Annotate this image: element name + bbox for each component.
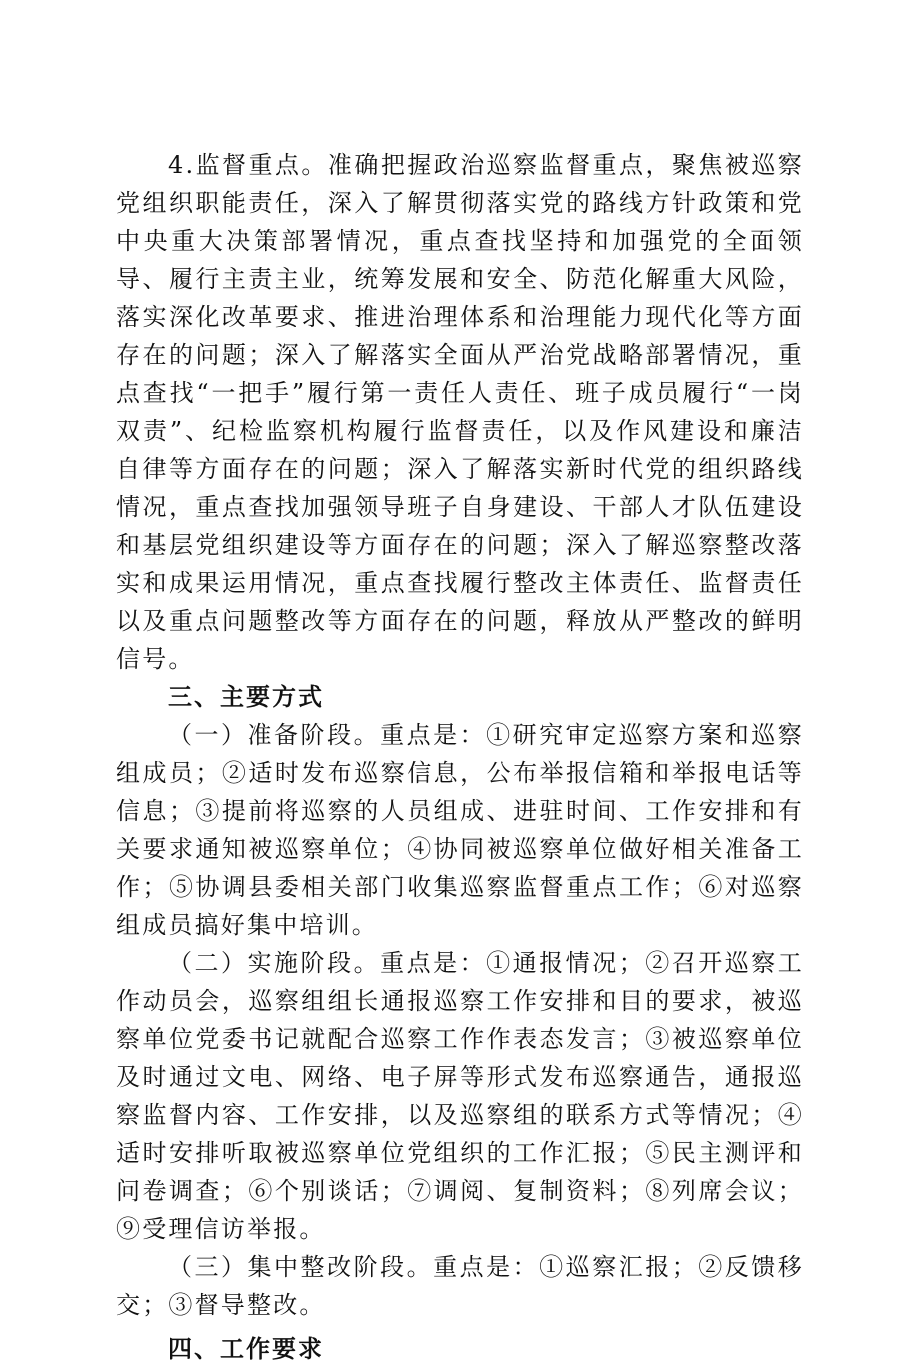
- paragraph-implementation-stage: （二）实施阶段。重点是：①通报情况；②召开巡察工作动员会，巡察组组长通报巡察工作安排和目的要求，被巡察单位党委书记就配合巡察工作作表态发言；③被巡察单位及时通过文电、网络、电子屏等形式发布巡察通告，通报巡察监督内容、工作安排，以及巡察组的联系方式等情况；④适时安排听取被巡察单位党组织的工作汇报；⑤民主测评和问卷调查；⑥个别谈话；⑦调阅、复制资料；⑧列席会议；⑨受理信访举报。: [116, 949, 804, 1243]
- document-body: [116, 146, 804, 1368]
- paragraph-preparation-stage: （一）准备阶段。重点是：①研究审定巡察方案和巡察组成员；②适时发布巡察信息，公布举报信箱和举报电话等信息；③提前将巡察的人员组成、进驻时间、工作安排和有关要求通知被巡察单位；④协同被巡察单位做好相关准备工作；⑤协调县委相关部门收集巡察监督重点工作；⑥对巡察组成员搞好集中培训。: [116, 721, 804, 939]
- section-heading-main-methods: 三、主要方式: [168, 683, 324, 711]
- paragraph-rectification-stage: （三）集中整改阶段。重点是：①巡察汇报；②反馈移交；③督导整改。: [116, 1253, 804, 1319]
- section-heading-work-requirements: 四、工作要求: [168, 1335, 324, 1363]
- paragraph-supervision-focus: 4.监督重点。准确把握政治巡察监督重点，聚焦被巡察党组织职能责任，深入了解贯彻落实党的路线方针政策和党中央重大决策部署情况，重点查找坚持和加强党的全面领导、履行主责主业，统筹发展和安全、防范化解重大风险，落实深化改革要求、推进治理体系和治理能力现代化等方面存在的问题；深入了解落实全面从严治党战略部署情况，重点查找“一把手”履行第一责任人责任、班子成员履行“一岗双责”、纪检监察机构履行监督责任，以及作风建设和廉洁自律等方面存在的问题；深入了解落实新时代党的组织路线情况，重点查找加强领导班子自身建设、干部人才队伍建设和基层党组织建设等方面存在的问题；深入了解巡察整改落实和成果运用情况，重点查找履行整改主体责任、监督责任以及重点问题整改等方面存在的问题，释放从严整改的鲜明信号。: [116, 151, 804, 673]
